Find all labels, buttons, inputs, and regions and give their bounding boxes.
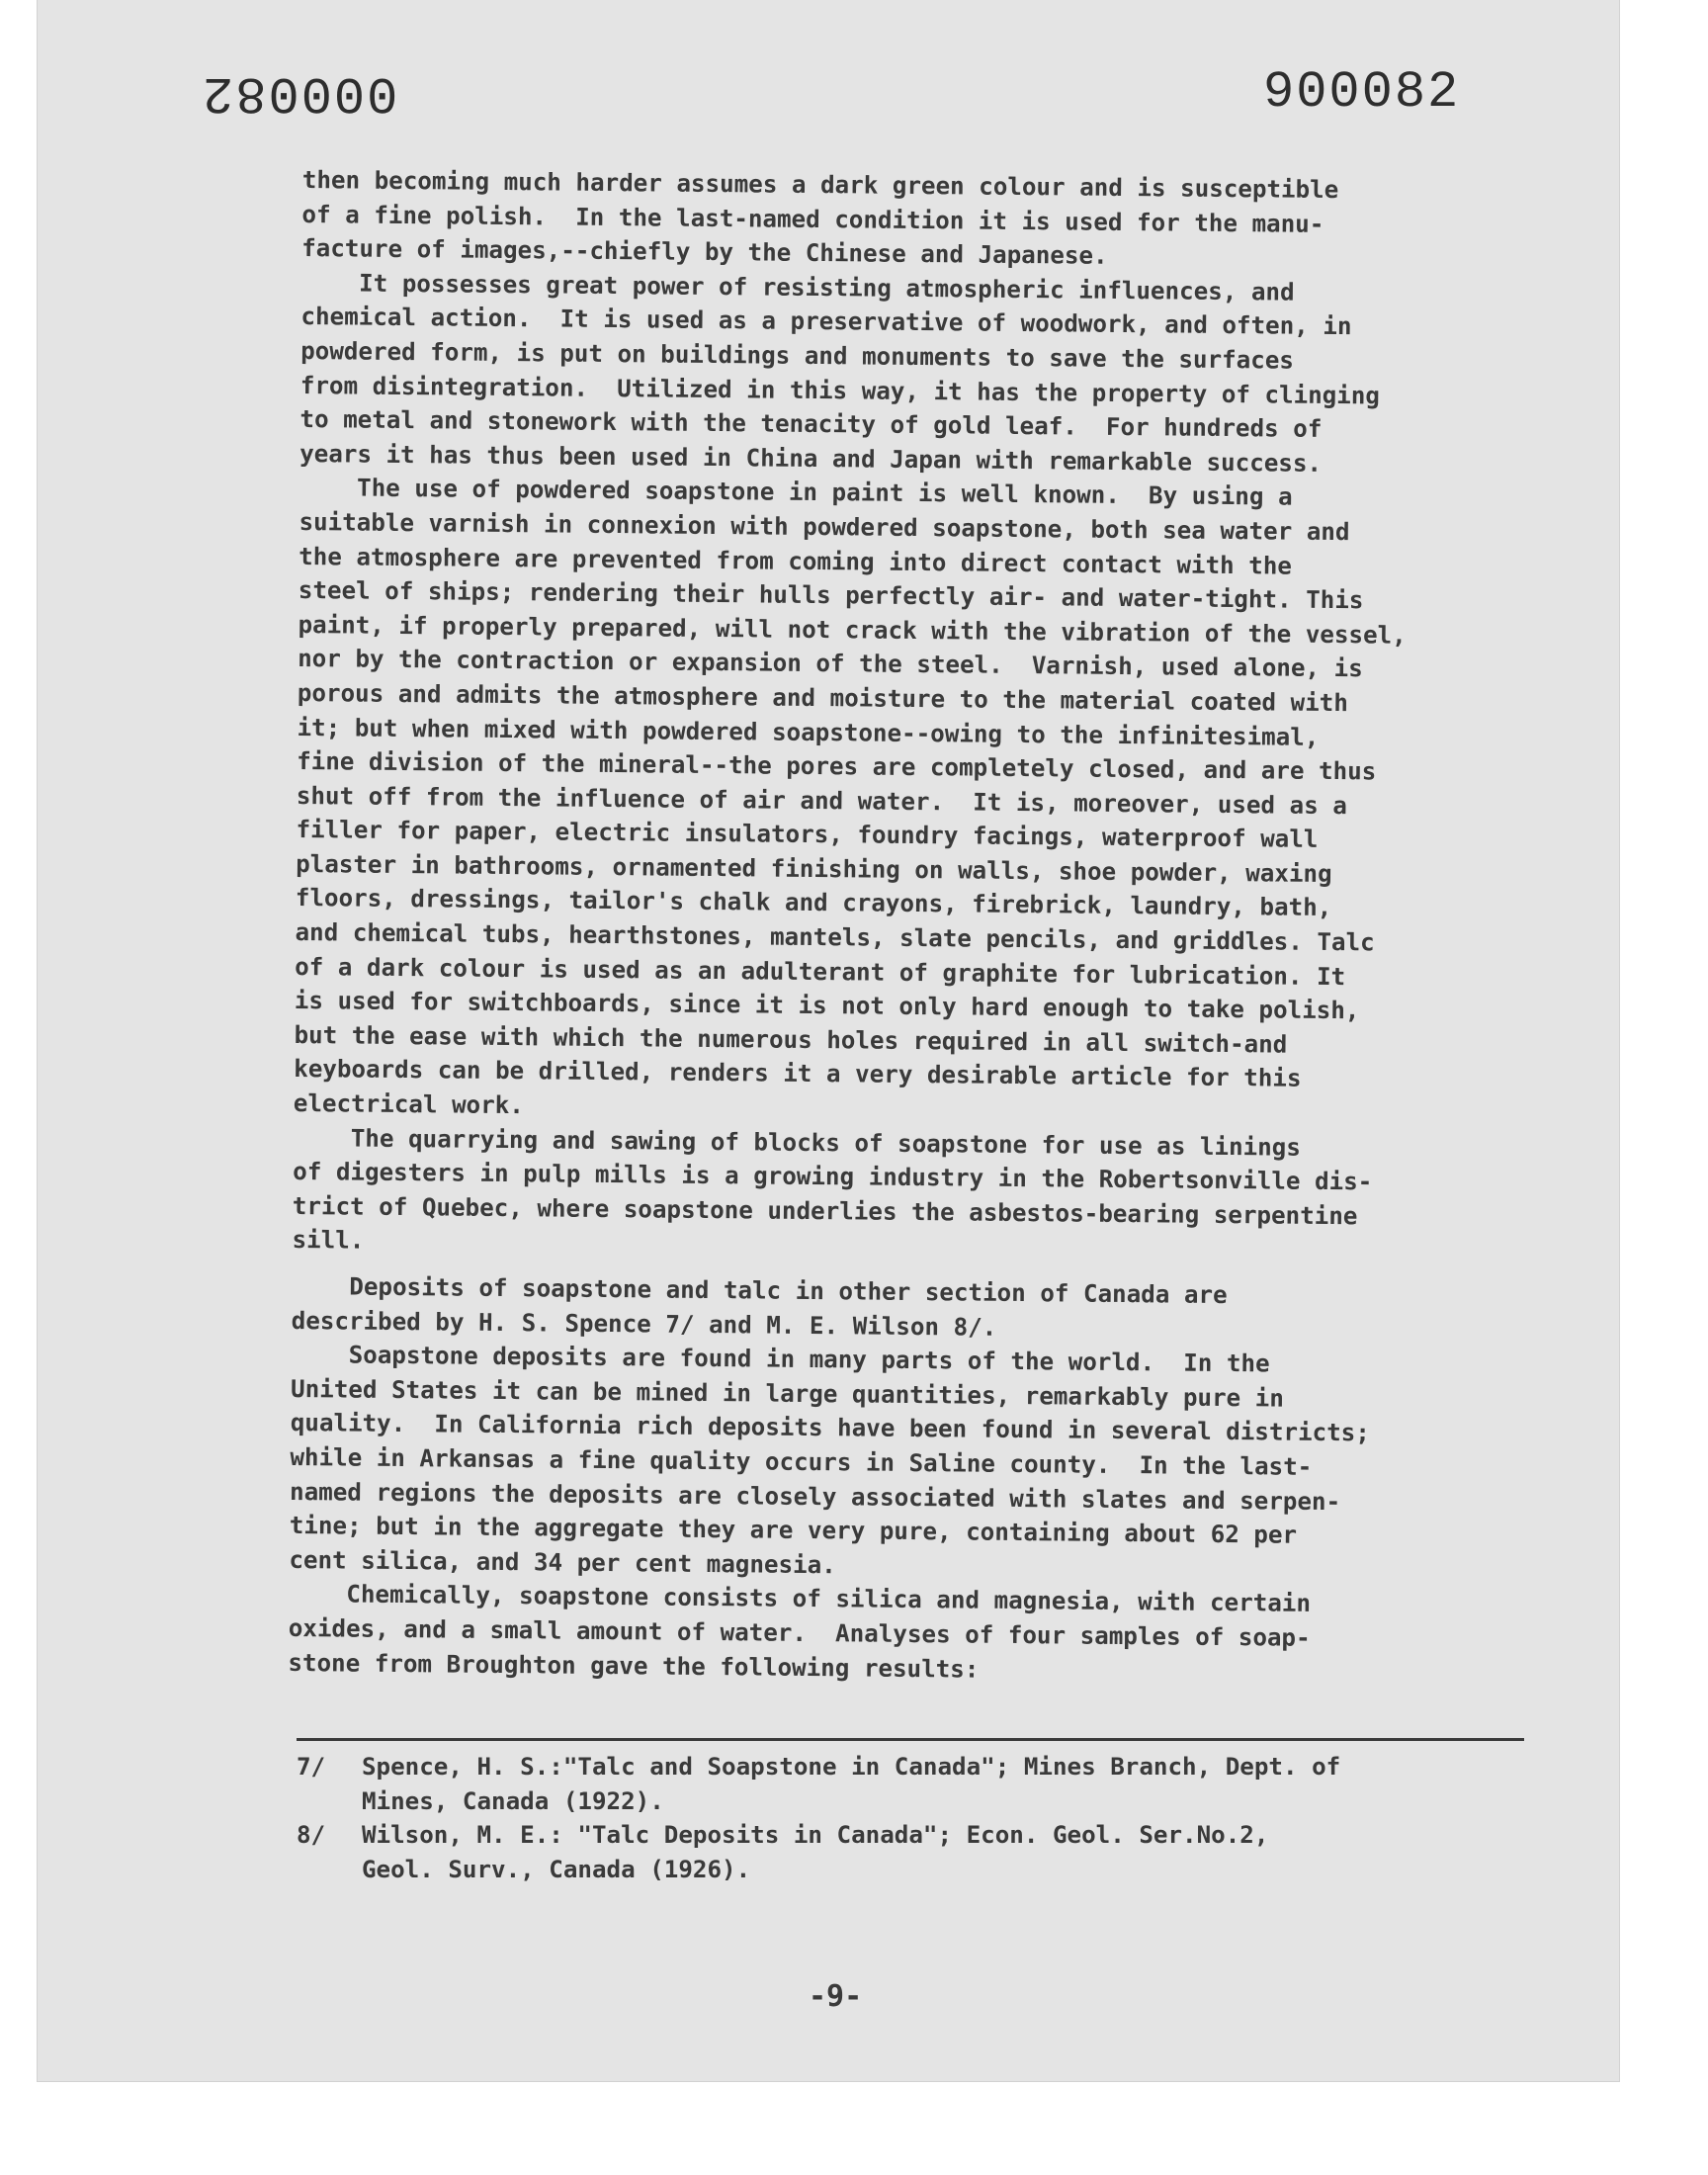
body-line: is used for switchboards, since it is not only hard enough to take polish, — [294, 987, 1360, 1025]
body-line: of digesters in pulp mills is a growing industry in the Robertsonville dis- — [293, 1158, 1373, 1196]
scanned-page — [38, 0, 1619, 2081]
page-stamp-right: 900082 — [1263, 63, 1461, 122]
body-line: suitable varnish in connexion with powdered soapstone, both sea water and — [299, 507, 1350, 547]
body-line: described by H. S. Spence 7/ and M. E. Wilson 8/. — [291, 1306, 997, 1342]
body-line: it; but when mixed with powdered soapstone--owing to the infinitesimal, — [297, 713, 1320, 751]
body-line: oxides, and a small amount of water. Analyses of four samples of soap- — [288, 1613, 1311, 1652]
page-stamp-left: 000082 — [201, 63, 398, 122]
footnote-text — [362, 1750, 1340, 1818]
footnote-rule — [297, 1738, 1524, 1741]
body-line: porous and admits the atmosphere and moisture to the material coated with — [297, 678, 1348, 718]
page-number: -9- — [809, 1979, 863, 2014]
footnotes — [297, 1750, 1581, 1886]
body-line: to metal and stonework with the tenacity of gold leaf. For hundreds of — [299, 405, 1323, 444]
body-line: floors, dressings, tailor's chalk and crayons, firebrick, laundry, bath, — [295, 884, 1332, 922]
footnote-mark: 7/ — [297, 1753, 326, 1781]
body-line: United States it can be mined in large quantities, remarkably pure in — [290, 1374, 1284, 1413]
body-line: of a fine polish. In the last-named condition it is used for the manu- — [301, 200, 1324, 238]
body-line: sill. — [292, 1226, 365, 1256]
body-line: shut off from the influence of air and water. It is, moreover, used as a — [296, 781, 1347, 820]
footnote — [297, 1818, 1581, 1886]
body-line: fine division of the mineral--the pores are completely closed, and are thus — [297, 747, 1377, 786]
body-line: steel of ships; rendering their hulls perfectly air- and water-tight. This — [298, 576, 1364, 615]
body-line: Soapstone deposits are found in many parts of the world. In the — [291, 1341, 1270, 1378]
body-line: of a dark colour is used as an adulterant of graphite for lubrication. It — [295, 952, 1346, 991]
body-line: keyboards can be drilled, renders it a very desirable article for this — [294, 1055, 1302, 1093]
body-line: paint, if properly prepared, will not crack with the vibration of the vessel, — [298, 610, 1407, 650]
body-line: years it has thus been used in China and Japan with remarkable success. — [299, 439, 1323, 478]
body-line: The quarrying and sawing of blocks of soapstone for use as linings — [293, 1123, 1301, 1162]
body-line: and chemical tubs, hearthstones, mantels, slate pencils, and griddles. Talc — [295, 918, 1375, 957]
body-line: electrical work. — [293, 1088, 524, 1120]
body-line: from disintegration. Utilized in this way, it has the property of clinging — [299, 371, 1381, 410]
body-line: but the ease with which the numerous holes required in all switch-and — [294, 1020, 1288, 1059]
body-line: nor by the contraction or expansion of the steel. Varnish, used alone, is — [298, 645, 1363, 683]
body-line: facture of images,--chiefly by the Chinese and Japanese. — [301, 234, 1108, 271]
body-line: trict of Quebec, where soapstone underlies the asbestos-bearing serpentine — [292, 1191, 1358, 1231]
body-line: powdered form, is put on buildings and monuments to save the surfaces — [300, 336, 1295, 375]
body-line: Deposits of soapstone and talc in other section of Canada are — [291, 1271, 1228, 1310]
body-line: stone from Broughton gave the following results: — [288, 1648, 980, 1684]
body-line: Chemically, soapstone consists of silica and magnesia, with certain — [288, 1580, 1312, 1618]
body-line: chemical action. It is used as a preservative of woodwork, and often, in — [300, 303, 1352, 341]
footnote-mark: 8/ — [297, 1821, 326, 1850]
body-text — [288, 163, 1587, 1693]
body-line: then becoming much harder assumes a dark green colour and is susceptible — [301, 165, 1339, 205]
body-line: It possesses great power of resisting atmospheric influences, and — [300, 268, 1295, 306]
footnote — [297, 1750, 1581, 1818]
footnote-line: Wilson, M. E.: "Talc Deposits in Canada"; Econ. Geol. Ser.No.2, — [362, 1821, 1269, 1850]
body-line: while in Arkansas a fine quality occurs in Saline county. In the last- — [290, 1442, 1313, 1481]
body-line: cent silica, and 34 per cent magnesia. — [289, 1545, 836, 1579]
body-line: filler for paper, electric insulators, foundry facings, waterproof wall — [296, 816, 1319, 854]
body-line: the atmosphere are prevented from coming into direct contact with the — [299, 542, 1293, 580]
body-line: quality. In California rich deposits have been found in several districts; — [290, 1409, 1371, 1447]
body-line: The use of powdered soapstone in paint is well known. By using a — [299, 474, 1293, 511]
body-line: plaster in bathrooms, ornamented finishing on walls, shoe powder, waxing — [296, 849, 1332, 888]
body-line: tine; but in the aggregate they are very pure, containing about 62 per — [289, 1512, 1298, 1549]
body-line: named regions the deposits are closely associated with slates and serpen- — [289, 1477, 1341, 1516]
footnote-line: Mines, Canada (1922). — [362, 1786, 664, 1815]
footnote-line: Geol. Surv., Canada (1926). — [362, 1855, 751, 1883]
footnote-line: Spence, H. S.:"Talc and Soapstone in Canada"; Mines Branch, Dept. of — [362, 1753, 1341, 1781]
footnote-text — [362, 1818, 1268, 1886]
